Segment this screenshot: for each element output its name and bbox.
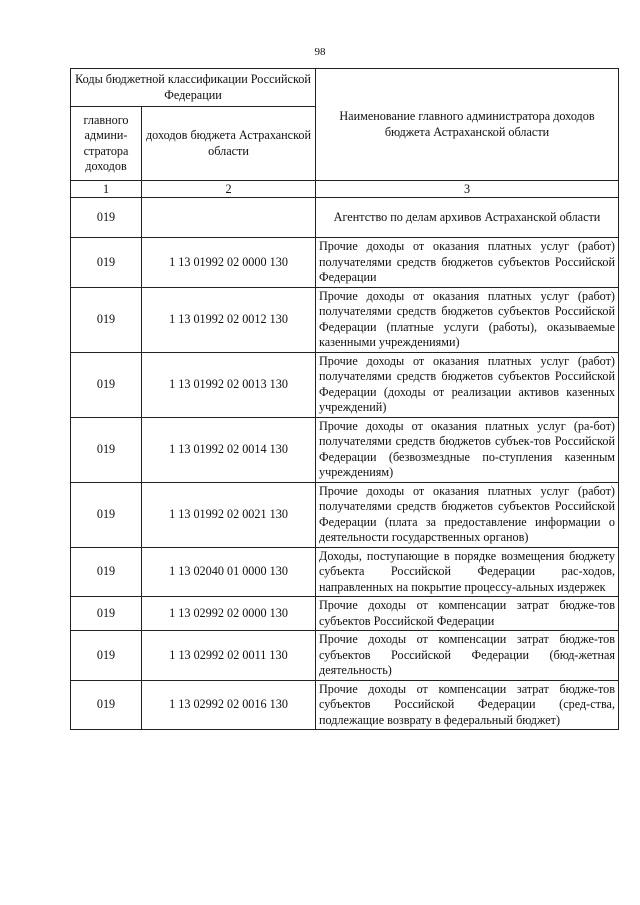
column-number-1: 1 xyxy=(71,181,142,198)
income-description: Прочие доходы от оказания платных услуг (работ) получателями средств бюджетов субъектов Российской Федерации (доходы от реализации активов казенных учреждений) xyxy=(316,352,619,417)
table-row xyxy=(71,680,619,730)
header-income-code: доходов бюджета Астраханской области xyxy=(142,107,316,181)
agency-row xyxy=(71,198,619,238)
income-code: 1 13 01992 02 0014 130 xyxy=(142,417,316,482)
table-row xyxy=(71,417,619,482)
income-description: Прочие доходы от компенсации затрат бюдже-тов субъектов Российской Федерации (бюд-жетная деятельность) xyxy=(316,631,619,681)
table-row xyxy=(71,352,619,417)
admin-code: 019 xyxy=(71,482,142,547)
admin-code: 019 xyxy=(71,631,142,681)
header-admin-name: Наименование главного администратора доходов бюджета Астраханской области xyxy=(316,69,619,181)
admin-code: 019 xyxy=(71,597,142,631)
admin-code: 019 xyxy=(71,680,142,730)
agency-income-code xyxy=(142,198,316,238)
income-code: 1 13 01992 02 0021 130 xyxy=(142,482,316,547)
income-description: Прочие доходы от компенсации затрат бюдже-тов субъектов Российской Федерации (сред-ства, подлежащие возврату в федеральный бюджет) xyxy=(316,680,619,730)
table-row xyxy=(71,597,619,631)
column-number-2: 2 xyxy=(142,181,316,198)
income-code: 1 13 02992 02 0011 130 xyxy=(142,631,316,681)
table-row xyxy=(71,287,619,352)
income-description: Прочие доходы от оказания платных услуг (работ) получателями средств бюджетов субъектов Российской Федерации (платные услуги (работы), оказываемые казенными учреждениями) xyxy=(316,287,619,352)
income-description: Прочие доходы от оказания платных услуг (работ) получателями средств бюджетов субъектов Российской Федерации xyxy=(316,238,619,288)
header-admin-code: главного админи-стратора доходов xyxy=(71,107,142,181)
header-codes-group: Коды бюджетной классификации Российской Федерации xyxy=(71,69,316,107)
income-description: Доходы, поступающие в порядке возмещения бюджету субъекта Российской Федерации рас-ходов, направленных на покрытие процессу-альных издержек xyxy=(316,547,619,597)
income-code: 1 13 01992 02 0000 130 xyxy=(142,238,316,288)
income-description: Прочие доходы от оказания платных услуг (ра-бот) получателями средств бюджетов субъек-тов Российской Федерации (безвозмездные по-ступления казенным учреждениям) xyxy=(316,417,619,482)
admin-code: 019 xyxy=(71,352,142,417)
agency-name: Агентство по делам архивов Астраханской области xyxy=(316,198,619,238)
admin-code: 019 xyxy=(71,287,142,352)
income-code: 1 13 02992 02 0016 130 xyxy=(142,680,316,730)
admin-code: 019 xyxy=(71,238,142,288)
agency-admin-code: 019 xyxy=(71,198,142,238)
column-number-3: 3 xyxy=(316,181,619,198)
table-row xyxy=(71,547,619,597)
income-code: 1 13 01992 02 0012 130 xyxy=(142,287,316,352)
table-row xyxy=(71,482,619,547)
budget-codes-table xyxy=(70,68,619,730)
table-row xyxy=(71,631,619,681)
income-description: Прочие доходы от оказания платных услуг (работ) получателями средств бюджетов субъектов Российской Федерации (плата за предоставление информации о деятельности государственных органов) xyxy=(316,482,619,547)
income-code: 1 13 01992 02 0013 130 xyxy=(142,352,316,417)
income-code: 1 13 02992 02 0000 130 xyxy=(142,597,316,631)
page-number: 98 xyxy=(314,46,326,58)
admin-code: 019 xyxy=(71,547,142,597)
admin-code: 019 xyxy=(71,417,142,482)
table-row xyxy=(71,238,619,288)
income-code: 1 13 02040 01 0000 130 xyxy=(142,547,316,597)
income-description: Прочие доходы от компенсации затрат бюдже-тов субъектов Российской Федерации xyxy=(316,597,619,631)
